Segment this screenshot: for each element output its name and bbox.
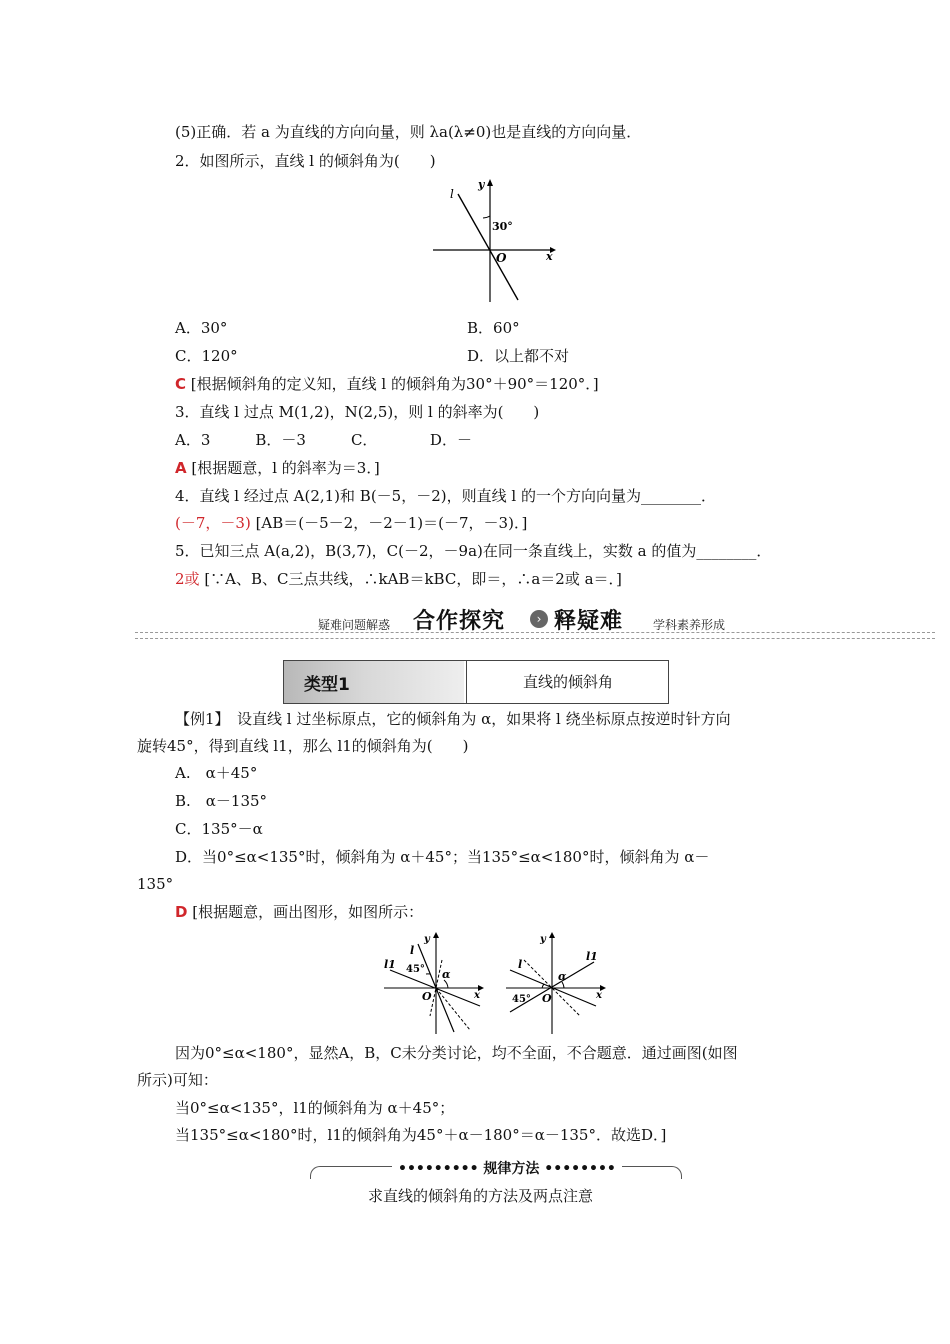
- fig2-label-o: O: [422, 990, 432, 1003]
- label-l: l: [450, 187, 454, 201]
- q5-explanation: [∵A、B、C三点共线，∴kAB＝kBC，即＝，∴a＝2或 a＝．]: [204, 570, 622, 588]
- q2-option-c: C．120°: [175, 347, 238, 365]
- ex1-option-c: C．135°－α: [175, 820, 263, 838]
- ex1-paragraph-4: 当135°≤α<180°时，l1的倾斜角为45°＋α－180°＝α－135°．故选D．]: [175, 1126, 667, 1144]
- label-o: O: [496, 251, 507, 265]
- banner-rule-bottom: [135, 638, 935, 639]
- q4-explanation: [AB＝(－5－2，－2－1)＝(－7，－3)．]: [255, 514, 528, 532]
- y-arrow: [487, 179, 493, 186]
- q3-options: A．3 B．－3 C． D．－: [175, 431, 472, 449]
- angle-arc: [483, 216, 490, 218]
- figure-ex1-right: [502, 930, 612, 1036]
- q2-answer: C: [175, 375, 187, 393]
- question-4: 4．直线 l 经过点 A(2,1)和 B(－5，－2)，则直线 l 的一个方向向量为________．: [175, 487, 716, 505]
- banner-title-2: 释疑难: [554, 609, 624, 634]
- question-3: 3．直线 l 过点 M(1,2)，N(2,5)，则 l 的斜率为( ): [175, 403, 540, 421]
- statement-5: (5)正确．若 a 为直线的方向向量，则 λa(λ≠0)也是直线的方向向量．: [175, 123, 642, 141]
- ex1-paragraph-2: 所示)可知：: [137, 1071, 218, 1089]
- banner-right-text: 学科素养形成: [653, 618, 726, 632]
- figure-ex1-left: [380, 930, 490, 1036]
- line-l: [458, 194, 518, 300]
- label-x: x: [546, 250, 553, 263]
- fig3-label-l1: l1: [586, 950, 598, 963]
- q2-explanation: [根据倾斜角的定义知，直线 l 的倾斜角为30°＋90°＝120°．]: [190, 375, 599, 393]
- banner-rule-top: [135, 632, 935, 633]
- q3-answer: A: [175, 459, 187, 477]
- example-1-line-1: 【例1】 设直线 l 过坐标原点，它的倾斜角为 α，如果将 l 绕坐标原点按逆时针方向: [175, 710, 731, 728]
- method-label-text: 规律方法: [483, 1161, 540, 1177]
- ex1-option-b: B. α－135°: [175, 792, 268, 810]
- type-tag: [284, 661, 464, 703]
- type-tag-label: 类型1: [304, 675, 350, 695]
- label-y: y: [478, 178, 485, 191]
- method-subtitle: 求直线的倾斜角的方法及两点注意: [368, 1187, 594, 1205]
- q2-option-a: A．30°: [175, 319, 228, 337]
- q2-option-b: B．60°: [467, 319, 520, 337]
- ex1-option-a: A. α＋45°: [175, 764, 258, 782]
- fig3-label-alpha: α: [558, 970, 567, 983]
- question-2: 2．如图所示，直线 l 的倾斜角为( ): [175, 152, 436, 170]
- ex1-option-d-1: D．当0°≤α<135°时，倾斜角为 α＋45°；当135°≤α<180°时，倾斜角为 α－: [175, 848, 710, 866]
- ex1-option-d-2: 135°: [137, 875, 174, 893]
- ex1-paragraph-3: 当0°≤α<135°，l1的倾斜角为 α＋45°；: [175, 1099, 455, 1117]
- fig2-label-x: x: [474, 990, 480, 1001]
- fig3-label-45: 45°: [512, 994, 531, 1005]
- method-label: ••••••••• 规律方法 ••••••••: [392, 1158, 622, 1178]
- fig2-label-45: 45°: [406, 964, 425, 975]
- q2-option-d: D．以上都不对: [467, 347, 570, 365]
- ex1-answer-line: [175, 902, 423, 922]
- label-30: 30°: [492, 220, 513, 233]
- fig3-label-x: x: [596, 990, 602, 1001]
- fig2-label-l: l: [410, 944, 415, 957]
- q5-answer-line: [175, 569, 622, 589]
- fig3-label-o: O: [542, 992, 552, 1005]
- fig3-label-y: y: [540, 934, 546, 945]
- banner-arrow-icon: ›: [530, 610, 548, 628]
- fig3-label-l: l: [518, 958, 523, 971]
- q4-answer-line: [175, 513, 527, 533]
- q3-explanation: [根据题意，l 的斜率为＝3．]: [191, 459, 380, 477]
- q5-answer: 2或: [175, 570, 200, 588]
- fig2-label-y: y: [424, 934, 430, 945]
- ex1-paragraph-1: 因为0°≤α<180°，显然A，B，C未分类讨论，均不全面，不合题意．通过画图(如图: [175, 1044, 738, 1062]
- ex1-explanation: [根据题意，画出图形，如图所示：: [192, 903, 424, 921]
- example-1-line-2: 旋转45°，得到直线 l1，那么 l1的倾斜角为( ): [137, 737, 469, 755]
- q2-answer-line: [175, 374, 599, 394]
- banner-left-text: 疑难问题解惑: [318, 618, 391, 632]
- type-box: [283, 660, 669, 704]
- type-title: 直线的倾斜角: [466, 661, 669, 703]
- q4-answer: (－7，－3): [175, 514, 251, 532]
- method-header: [310, 1158, 682, 1180]
- figure-q2: [428, 172, 558, 304]
- q3-answer-line: [175, 458, 380, 478]
- banner-title-1: 合作探究: [413, 609, 506, 634]
- ex1-answer: D: [175, 903, 188, 921]
- question-5: 5．已知三点 A(a,2)，B(3,7)，C(－2，－9a)在同一条直线上，实数 a 的值为________．: [175, 542, 772, 560]
- fig2-label-l1: l1: [384, 958, 396, 971]
- fig2-label-alpha: α: [442, 968, 451, 981]
